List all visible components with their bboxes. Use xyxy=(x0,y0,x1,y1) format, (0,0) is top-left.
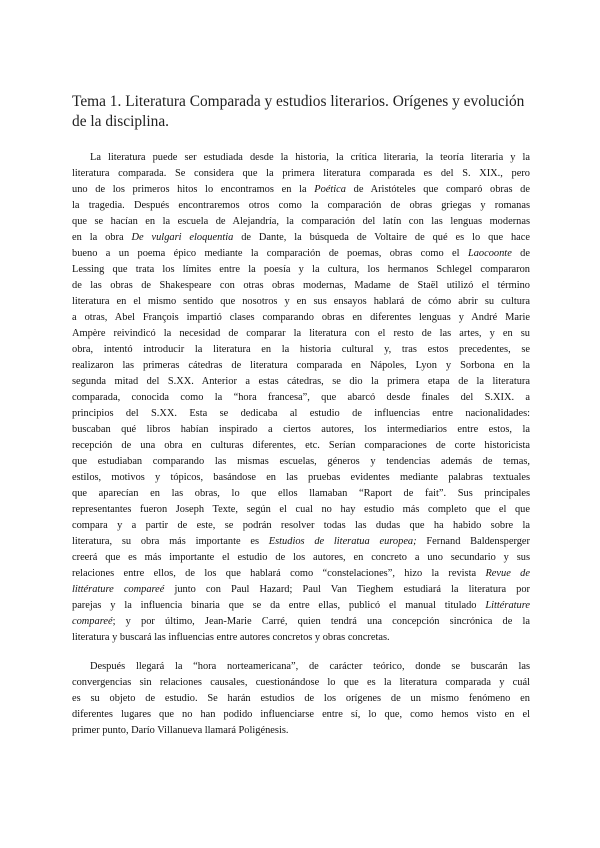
text-run: junto con Paul Hazard; Paul Van Tieghem estudiará la literatura por xyxy=(164,584,530,595)
text-run: recepción de una obra en culturas diferentes, etc. Serían comparaciones de corte historicista xyxy=(72,440,530,451)
text-run: que aparecían en las obras, lo que ellos llamaban “Raport de fait”. Sus principales xyxy=(72,488,530,499)
italic-title: Revue de xyxy=(485,568,530,579)
paragraph-origins xyxy=(72,150,530,646)
text-run: la tragedia. Después encontraremos otros como la comparación de obras griegas y romanas xyxy=(72,200,530,211)
text-run: es su objeto de estudio. Se harán estudios de los orígenes de un mismo fenómeno en xyxy=(72,693,530,704)
text-run: de Aristóteles que comparó obras de xyxy=(346,184,530,195)
text-line xyxy=(72,214,530,230)
text-line xyxy=(72,582,530,598)
text-line xyxy=(72,707,530,723)
text-run: literatura y buscará las influencias entre autores concretos y obras concretas. xyxy=(72,632,390,643)
text-run: estilos, motivos y tópicos, basándose en las pruebas evidentes mediante palabras textuales xyxy=(72,472,530,483)
text-run: de xyxy=(511,248,530,259)
text-line xyxy=(72,454,530,470)
text-line xyxy=(72,374,530,390)
italic-title: Littérature xyxy=(485,600,530,611)
text-run: literatura, su obra más importante es xyxy=(72,536,269,547)
text-line xyxy=(72,294,530,310)
text-run: ; y por último, Jean-Marie Carré, quien tendrá una concepción sincrónica de la xyxy=(112,616,530,627)
text-line xyxy=(72,390,530,406)
text-run: relaciones entre ellos, de los que hablará como “constelaciones”, hizo la revista xyxy=(72,568,486,579)
text-run: convergencias sin relaciones causales, cuestionándose lo que es la literatura comparada y cuál xyxy=(72,677,530,688)
text-line xyxy=(72,614,530,630)
text-line xyxy=(72,550,530,566)
text-run: de las obras de Shakespeare con otras obras modernas, Madame de Staël utilizó el término xyxy=(72,280,530,291)
text-line xyxy=(72,630,530,646)
text-line xyxy=(72,358,530,374)
text-run: de Dante, la búsqueda de Voltaire de qué es lo que hace xyxy=(233,232,531,243)
text-line xyxy=(72,310,530,326)
paragraph-american-era xyxy=(72,659,530,739)
text-line xyxy=(72,502,530,518)
text-line xyxy=(72,470,530,486)
text-run: Lessing que trata los límites entre la poesía y la cultura, los hermanos Schlegel compararon xyxy=(72,264,530,275)
text-run: a otras, Abel François impartió clases comparando obras en diferentes lenguas y André Marie xyxy=(72,312,530,323)
text-run: comparada, conocida como la “hora francesa”, que abarcó desde finales del S.XIX. a xyxy=(72,392,530,403)
text-run: realizaron las primeras cátedras de literatura comparada en Nápoles, Lyon y Sorbona en la xyxy=(72,360,530,371)
text-line xyxy=(72,406,530,422)
italic-title: Estudios de literatua europea; xyxy=(268,536,417,547)
text-line xyxy=(72,278,530,294)
text-line xyxy=(72,723,530,739)
italic-title: Laocoonte xyxy=(467,248,512,259)
text-run: obra, intentó introducir la literatura en la historia cultural y, tras estos precedentes, se xyxy=(72,344,530,355)
text-run: primer punto, Darío Villanueva llamará Poligénesis. xyxy=(72,725,289,736)
text-run: en la obra xyxy=(72,232,132,243)
text-run: buscaban qué libros habían inspirado a ciertos autores, los intermediarios entre estos, la xyxy=(72,424,530,435)
text-line xyxy=(72,675,530,691)
text-run: parejas y la influencia binaria que se da entre ellas, publicó el manual titulado xyxy=(72,600,486,611)
text-run: segunda mitad del S.XX. Anterior a estas cátedras, se dio la primera etapa de la literatura xyxy=(72,376,530,387)
text-line xyxy=(72,198,530,214)
text-line xyxy=(72,438,530,454)
text-line xyxy=(72,518,530,534)
text-run: uno de los primeros hitos lo encontramos en la xyxy=(72,184,315,195)
italic-title: Poética xyxy=(314,184,346,195)
text-run: literatura comparada. Se considera que la primera literatura comparada es del S. XIX., pero xyxy=(72,168,530,179)
italic-title: De vulgari eloquentia xyxy=(131,232,234,243)
text-line xyxy=(72,246,530,262)
text-run: creerá que es más importante el estudio de los autores, en concreto a uno secundario y sus xyxy=(72,552,530,563)
text-run: Después llegará la “hora norteamericana”, de carácter teórico, donde se buscarán las xyxy=(90,661,530,672)
italic-title: littérature compareé xyxy=(72,584,165,595)
text-run: Fernand Baldensperger xyxy=(416,536,530,547)
text-line xyxy=(72,342,530,358)
text-line xyxy=(72,422,530,438)
italic-title: compareé xyxy=(72,616,113,627)
text-line xyxy=(72,598,530,614)
text-run: literatura en el mismo sentido que nosotros y en sus ensayos hablará de cómo abrir su cultura xyxy=(72,296,530,307)
text-line xyxy=(72,166,530,182)
text-run: bueno a un poema épico mediante la comparación de poemas, obras como el xyxy=(72,248,468,259)
text-line xyxy=(72,182,530,198)
text-run: diferentes lugares que no han podido influenciarse entre sí, lo que, como hemos visto en el xyxy=(72,709,530,720)
text-run: representantes fueron Joseph Texte, según el cual no hay estudio más completo que el que xyxy=(72,504,530,515)
text-run: que se hacían en la escuela de Alejandría, la comparación del latín con las lenguas modernas xyxy=(72,216,530,227)
text-run: La literatura puede ser estudiada desde la historia, la crítica literaria, la teoría literaria y la xyxy=(90,152,530,163)
text-line xyxy=(72,326,530,342)
text-line xyxy=(72,691,530,707)
text-line xyxy=(72,659,530,675)
text-line xyxy=(72,262,530,278)
text-line xyxy=(72,566,530,582)
text-run: compara y a partir de este, se podrán resolver todas las dudas que ha habido sobre la xyxy=(72,520,530,531)
text-line xyxy=(72,486,530,502)
text-run: principios del S.XX. Esta se dedicaba al estudio de influencias entre nacionalidades: xyxy=(72,408,530,419)
text-run: que estudiaban comparando las mismas escuelas, géneros y tendencias además de temas, xyxy=(72,456,530,467)
text-line xyxy=(72,150,530,166)
text-run: Ampère reivindicó la necesidad de comparar la literatura con el resto de las artes, y en su xyxy=(72,328,530,339)
page-title: Tema 1. Literatura Comparada y estudios literarios. Orígenes y evolución de la disciplina. xyxy=(72,93,525,130)
text-line xyxy=(72,230,530,246)
text-line xyxy=(72,534,530,550)
